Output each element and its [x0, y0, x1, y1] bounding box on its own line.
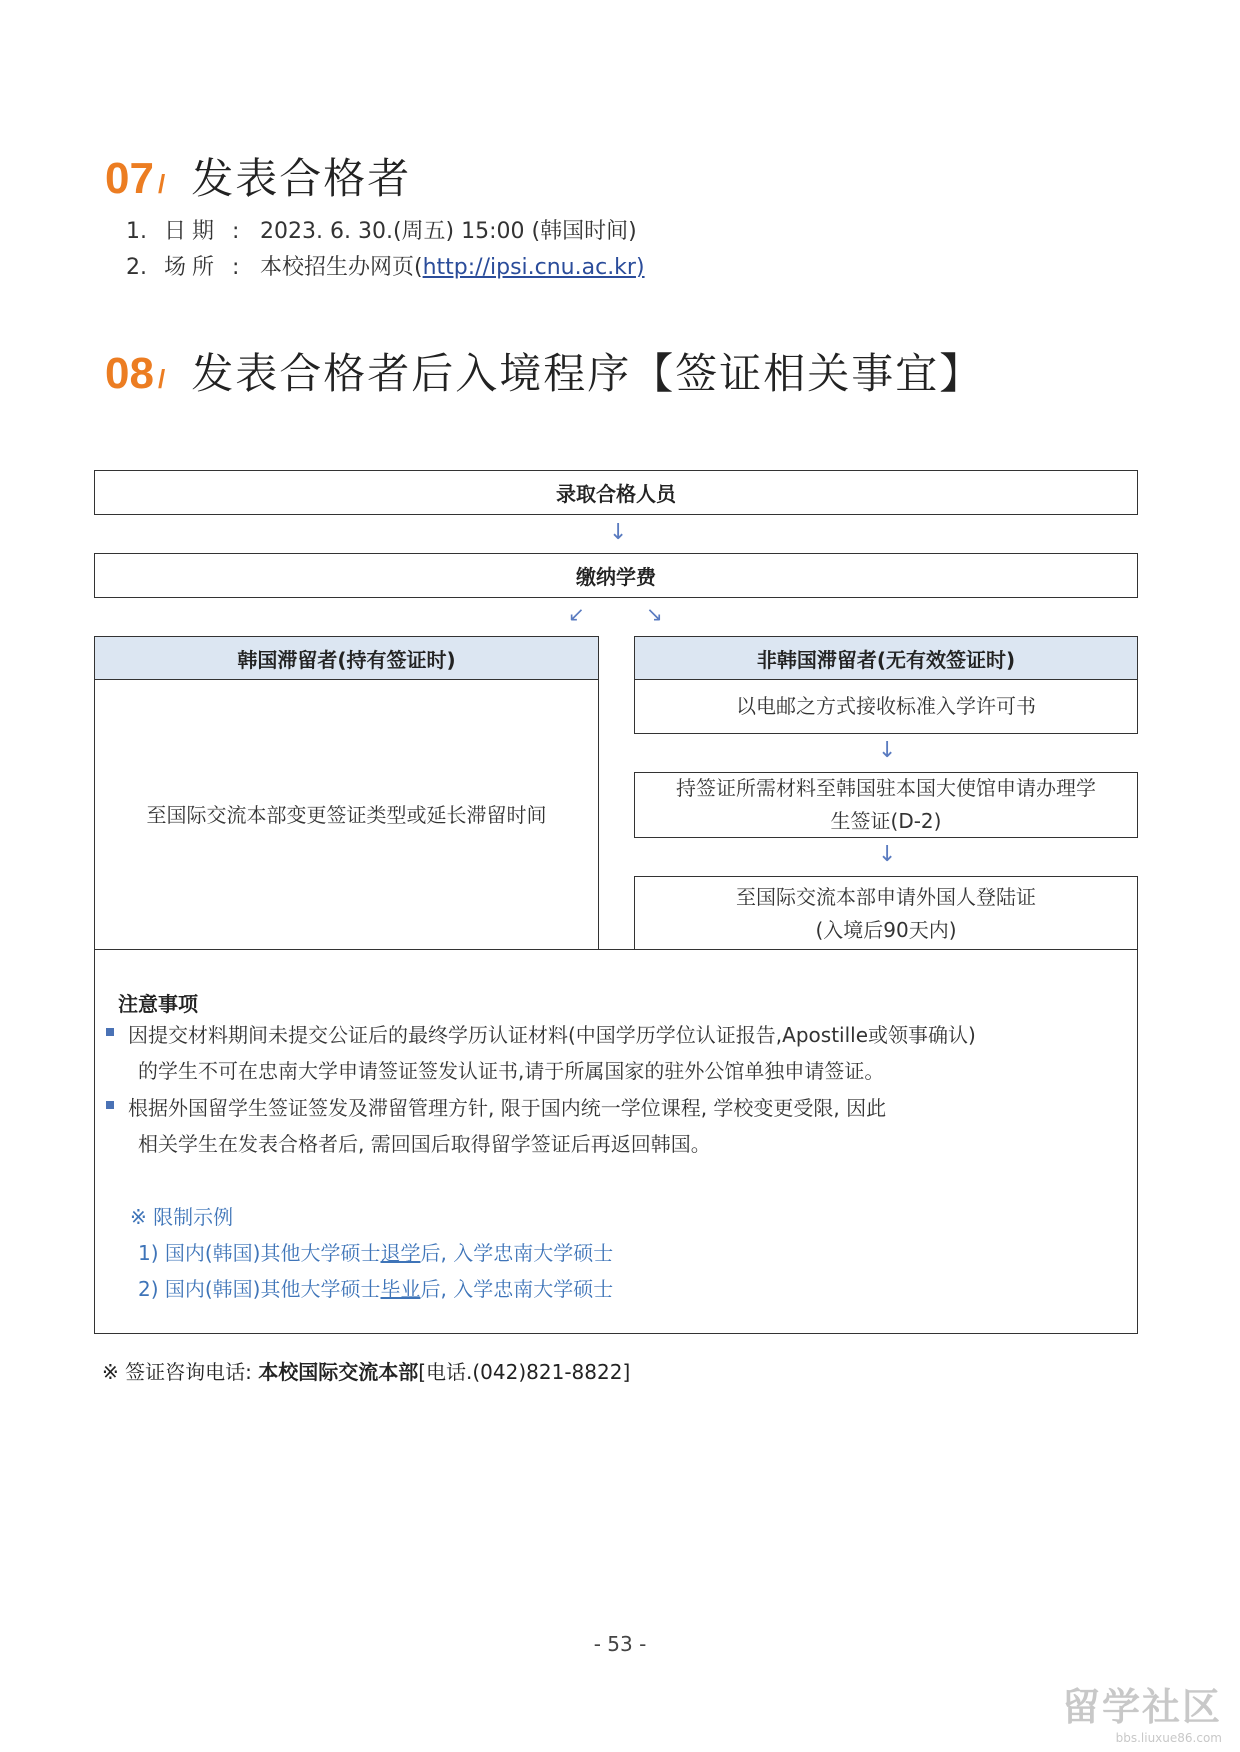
step-email-admission: 以电邮之方式接收标准入学许可书	[634, 679, 1138, 734]
arrow-down-icon: ↓	[609, 520, 628, 545]
page-number: - 53 -	[593, 1632, 647, 1656]
section-number: 08	[105, 349, 154, 398]
arrow-down-icon: ↓	[878, 842, 897, 867]
note-1-line-2: 的学生不可在忠南大学申请签证签发认证书,请于所属国家的驻外公馆单独申请签证。	[138, 1059, 885, 1083]
step-alien-registration: 至国际交流本部申请外国人登陆证 (入境后90天内)	[634, 876, 1138, 951]
flow-step-admitted: 录取合格人员	[94, 470, 1138, 515]
section-07-title	[105, 146, 411, 206]
section-number: 07	[105, 154, 154, 203]
flow-step-tuition: 缴纳学费	[94, 553, 1138, 598]
section-slash: /	[157, 169, 166, 199]
watermark-logo: 留学社区 bbs.liuxue86.com	[1061, 1685, 1222, 1745]
section-heading: 发表合格者后入境程序【签证相关事宜】	[191, 349, 984, 398]
note-2-line-1: 根据外国留学生签证签发及滞留管理方针, 限于国内统一学位课程, 学校变更受限, 因此	[128, 1096, 887, 1120]
section-08-title	[105, 341, 983, 401]
branch-outside-korea-header: 非韩国滞留者(无有效签证时)	[634, 636, 1138, 681]
arrow-down-right-icon: ↘	[646, 602, 663, 626]
notes-title: 注意事项	[118, 992, 198, 1016]
section-heading: 发表合格者	[191, 154, 412, 203]
section-slash: /	[157, 364, 166, 394]
note-1-line-1: 因提交材料期间未提交公证后的最终学历认证材料(中国学历学位认证报告,Apostille或领事确认)	[128, 1023, 976, 1047]
note-2-line-2: 相关学生在发表合格者后, 需回国后取得留学签证后再返回韩国。	[138, 1132, 711, 1156]
restriction-example-1: 1) 国内(韩国)其他大学硕士退学后, 入学忠南大学硕士	[138, 1241, 614, 1265]
restriction-example-2: 2) 国内(韩国)其他大学硕士毕业后, 入学忠南大学硕士	[138, 1277, 614, 1301]
restriction-example-title: ※ 限制示例	[130, 1205, 234, 1229]
bullet-icon	[106, 1101, 114, 1109]
visa-contact: ※ 签证咨询电话: 本校国际交流本部[电话.(042)821-8822]	[102, 1360, 631, 1384]
step-apply-visa: 持签证所需材料至韩国驻本国大使馆申请办理学 生签证(D-2)	[634, 772, 1138, 838]
branch-in-korea-body: 至国际交流本部变更签证类型或延长滞留时间	[94, 679, 599, 951]
admission-link[interactable]: http://ipsi.cnu.ac.kr	[422, 255, 636, 280]
bullet-icon	[106, 1028, 114, 1036]
info-place: 2. 场所 : 本校招生办网页(http://ipsi.cnu.ac.kr)	[126, 255, 645, 280]
info-date: 1. 日期 : 2023. 6. 30.(周五) 15:00 (韩国时间)	[126, 219, 637, 244]
arrow-down-left-icon: ↙	[568, 602, 585, 626]
arrow-down-icon: ↓	[878, 738, 897, 763]
branch-in-korea-header: 韩国滞留者(持有签证时)	[94, 636, 599, 681]
